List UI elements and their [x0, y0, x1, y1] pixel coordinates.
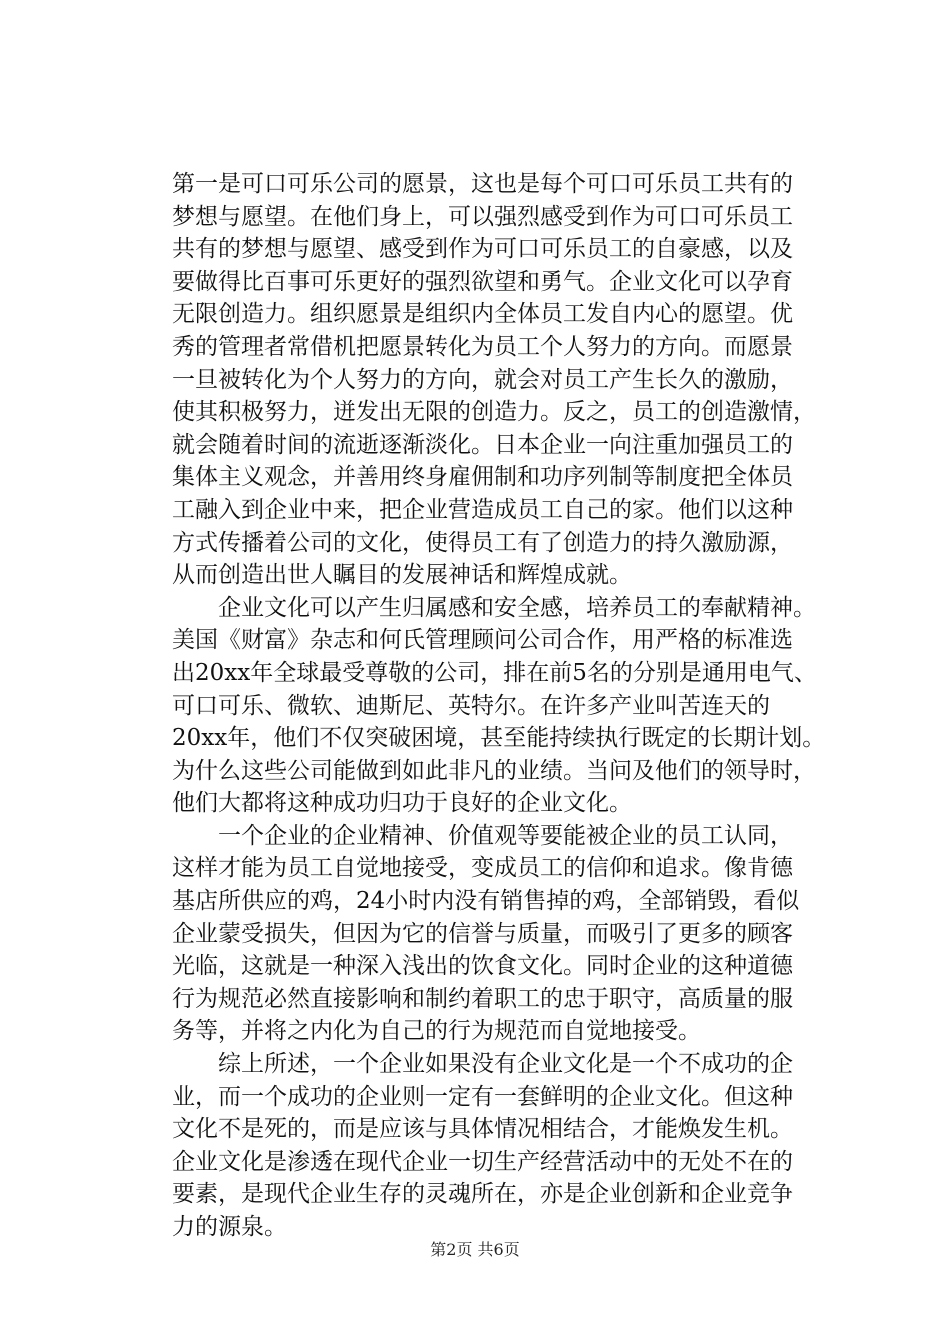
text-line: 第一是可口可乐公司的愿景，这也是每个可口可乐员工共有的 [172, 171, 793, 197]
text-line: 要做得比百事可乐更好的强烈欲望和勇气。企业文化可以孕育 [172, 268, 793, 295]
body-text [172, 168, 834, 1244]
text-line: 企业文化可以产生归属感和安全感，培养员工的奉献精神。 [172, 594, 816, 621]
text-line: 从而创造出世人瞩目的发展神话和辉煌成就。 [172, 562, 632, 589]
text-line: 文化不是死的，而是应该与具体情况相结合，才能焕发生机。 [172, 1116, 793, 1143]
text-line: 务等，并将之内化为自己的行为规范而自觉地接受。 [172, 1018, 701, 1045]
text-line: 一个企业的企业精神、价值观等要能被企业的员工认同， [172, 822, 793, 849]
text-line: 20xx年，他们不仅突破困境，甚至能持续执行既定的长期计划。 [172, 725, 826, 752]
text-line: 工融入到企业中来，把企业营造成员工自己的家。他们以这种 [172, 496, 793, 523]
text-line: 集体主义观念，并善用终身雇佣制和功序列制等制度把全体员 [172, 464, 793, 491]
text-line: 企业文化是渗透在现代企业一切生产经营活动中的无处不在的 [172, 1148, 793, 1175]
text-line: 无限创造力。组织愿景是组织内全体员工发自内心的愿望。优 [172, 301, 793, 328]
text-line: 业，而一个成功的企业则一定有一套鲜明的企业文化。但这种 [172, 1083, 793, 1110]
text-line: 光临，这就是一种深入浅出的饮食文化。同时企业的这种道德 [172, 953, 793, 980]
text-line: 一旦被转化为个人努力的方向，就会对员工产生长久的激励， [172, 366, 793, 393]
text-line: 秀的管理者常借机把愿景转化为员工个人努力的方向。而愿景 [172, 333, 793, 360]
text-line: 美国《财富》杂志和何氏管理顾问公司合作，用严格的标准选 [172, 627, 793, 654]
page-footer: 第2页 共6页 [430, 1240, 520, 1259]
text-line: 梦想与愿望。在他们身上，可以强烈感受到作为可口可乐员工 [172, 203, 793, 230]
text-line: 基店所供应的鸡，24小时内没有销售掉的鸡，全部销毁，看似 [172, 888, 800, 915]
text-line: 使其积极努力，迸发出无限的创造力。反之，员工的创造激情， [172, 399, 816, 426]
text-line: 这样才能为员工自觉地接受，变成员工的信仰和追求。像肯德 [172, 855, 793, 882]
text-line: 出20xx年全球最受尊敬的公司，排在前5名的分别是通用电气、 [172, 659, 817, 686]
text-line: 为什么这些公司能做到如此非凡的业绩。当问及他们的领导时， [172, 757, 816, 784]
text-line: 他们大都将这种成功归功于良好的企业文化。 [172, 790, 632, 817]
text-line: 行为规范必然直接影响和制约着职工的忠于职守，高质量的服 [172, 985, 793, 1012]
text-line: 共有的梦想与愿望、感受到作为可口可乐员工的自豪感，以及 [172, 236, 793, 263]
text-line: 企业蒙受损失，但因为它的信誉与质量，而吸引了更多的顾客 [172, 920, 793, 947]
text-line: 就会随着时间的流逝逐渐淡化。日本企业一向注重加强员工的 [172, 431, 793, 458]
text-line: 可口可乐、微软、迪斯尼、英特尔。在许多产业叫苦连天的 [172, 692, 770, 719]
text-line: 方式传播着公司的文化，使得员工有了创造力的持久激励源， [172, 529, 793, 556]
text-line: 综上所述，一个企业如果没有企业文化是一个不成功的企 [172, 1051, 793, 1078]
text-line: 要素，是现代企业生存的灵魂所在，亦是企业创新和企业竞争 [172, 1181, 793, 1208]
text-line: 力的源泉。 [172, 1214, 287, 1240]
